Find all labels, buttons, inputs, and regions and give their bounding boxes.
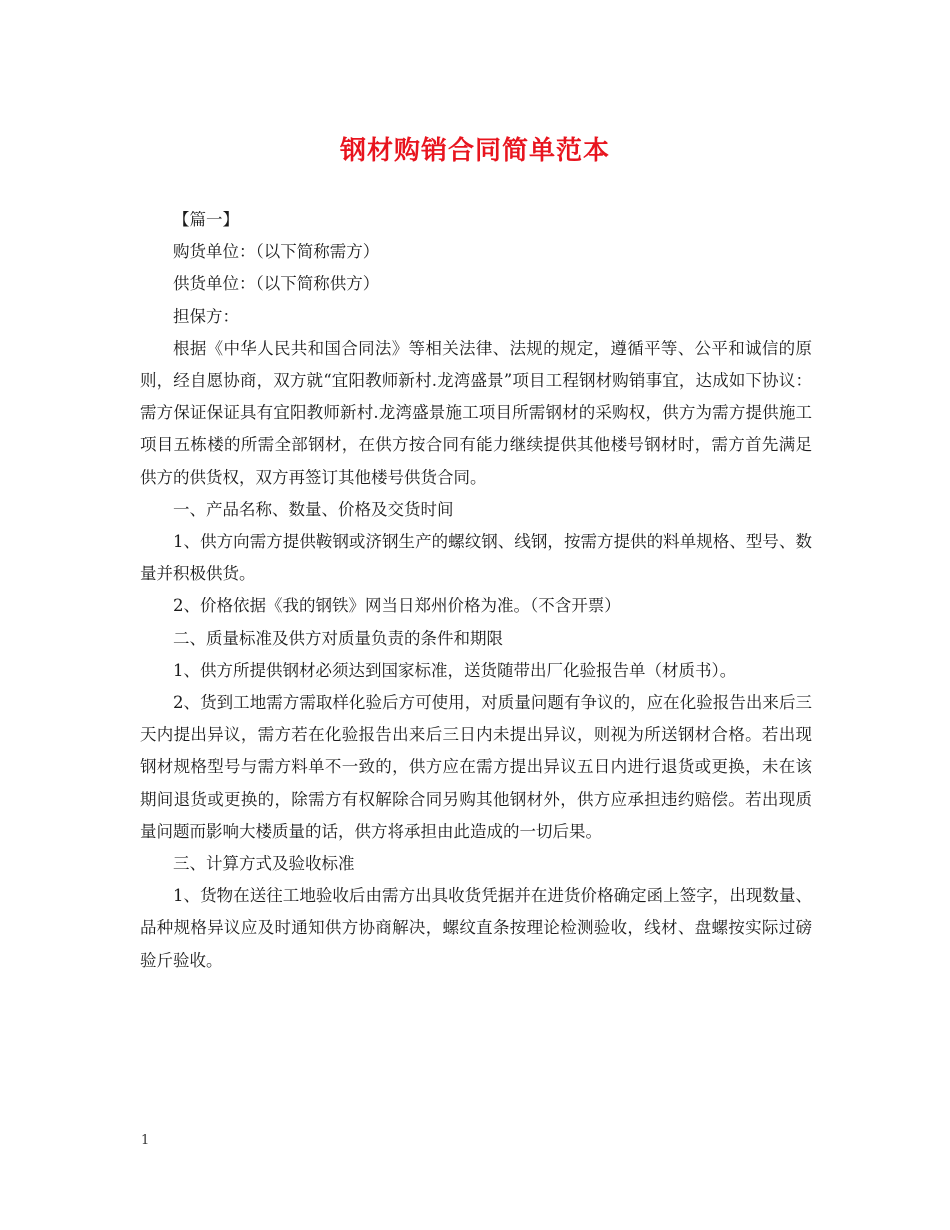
section-label: 【篇一】 <box>173 210 239 229</box>
clause-2-item-1: 1、供方所提供钢材必须达到国家标准，送货随带出厂化验报告单（材质书）。 <box>173 660 737 680</box>
clause-heading-3: 三、计算方式及验收标准 <box>173 854 355 874</box>
clause-1-item-2: 2、价格依据《我的钢铁》网当日郑州价格为准。（不含开票） <box>173 596 621 616</box>
clause-heading-1: 一、产品名称、数量、价格及交货时间 <box>173 499 454 519</box>
page-number: 1 <box>141 1133 150 1148</box>
clause-3-item-1: 1、货物在送往工地验收后由需方出具收货凭据并在进货价格确定函上签字，出现数量、品种规格异议应及时通知供方协商解决，螺纹直条按理论检测验收，线材、盘螺按实际过磅验斤验收。 <box>140 886 812 970</box>
clause-heading-2: 二、质量标准及供方对质量负责的条件和期限 <box>173 628 503 648</box>
clause-1-item-1: 1、供方向需方提供鞍钢或济钢生产的螺纹钢、线钢，按需方提供的料单规格、型号、数量并积极供货。 <box>140 532 812 584</box>
document-body <box>140 204 812 977</box>
supplier-line: 供货单位：（以下简称供方） <box>173 274 380 294</box>
buyer-line: 购货单位：（以下简称需方） <box>173 242 380 262</box>
clause-2-item-2: 2、货到工地需方需取样化验后方可使用，对质量问题有争议的，应在化验报告出来后三天内提出异议，需方若在化验报告出来后三日内未提出异议，则视为所送钢材合格。若出现钢材规格型号与需方料单不一致的，供方应在需方提出异议五日内进行退货或更换，未在该期间退货或更换的，除需方有权解除合同另购其他钢材外，供方应承担违约赔偿。若出现质量问题而影响大楼质量的话，供方将承担由此造成的一切后果。 <box>140 693 812 841</box>
guarantor-line: 担保方： <box>173 306 239 326</box>
preamble-paragraph: 根据《中华人民共和国合同法》等相关法律、法规的规定，遵循平等、公平和诚信的原则，经自愿协商，双方就“宜阳教师新村.龙湾盛景”项目工程钢材购销事宜，达成如下协议：需方保证保证具有宜阳教师新村.龙湾盛景施工项目所需钢材的采购权，供方为需方提供施工项目五栋楼的所需全部钢材，在供方按合同有能力继续提供其他楼号钢材时，需方首先满足供方的供货权，双方再签订其他楼号供货合同。 <box>140 338 812 487</box>
document-title: 钢材购销合同简单范本 <box>339 136 610 166</box>
